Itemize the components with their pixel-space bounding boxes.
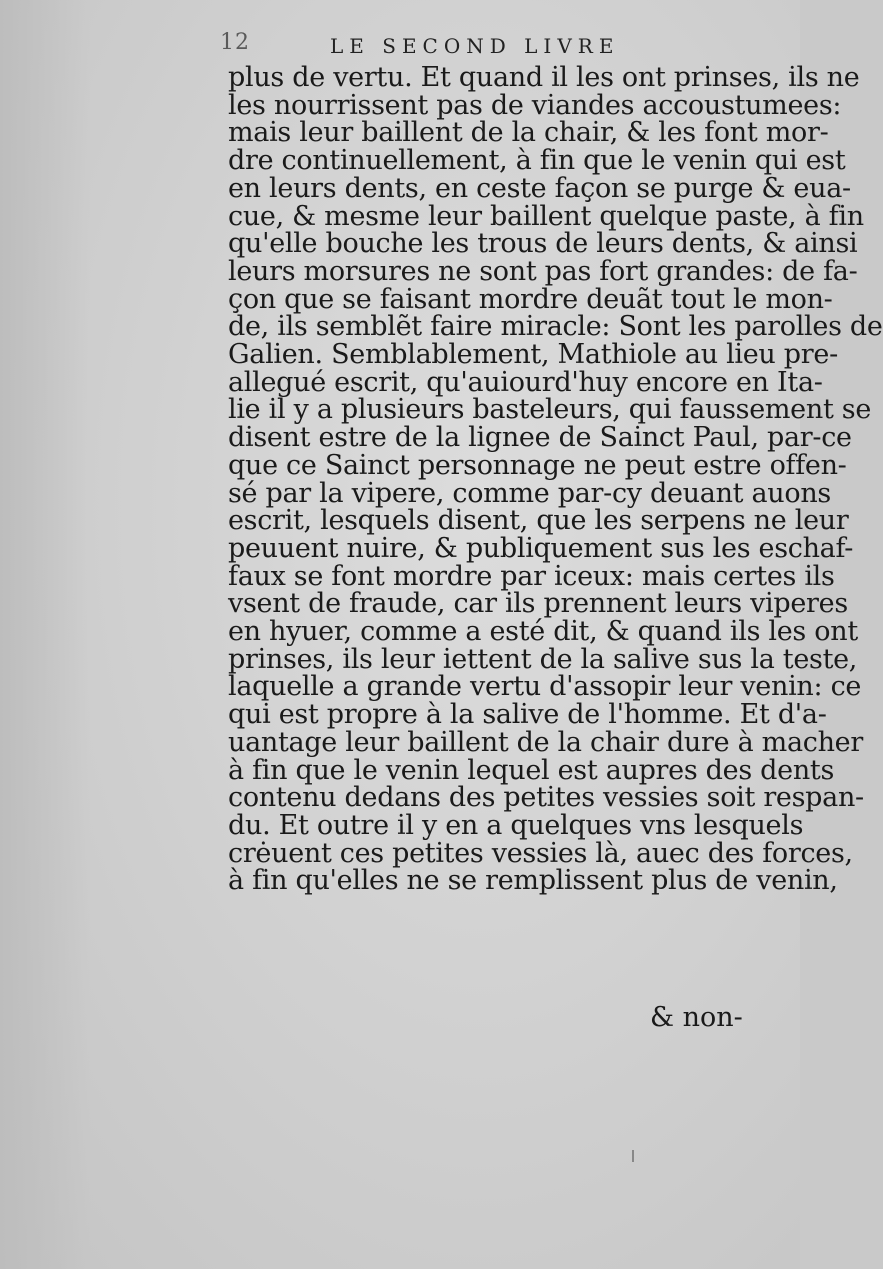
text-line: dre continuellement, à fin que le venin qui est: [228, 145, 846, 177]
text-line: à fin que le venin lequel est aupres des dents: [228, 754, 835, 786]
text-line: disent estre de la lignee de Sainct Paul, par-ce: [228, 422, 852, 454]
running-head: LE SECOND LIVRE: [330, 34, 620, 58]
page-gutter-shadow: [0, 0, 90, 1269]
page-number: 12: [220, 30, 250, 55]
text-line: plus de vertu. Et quand il les ont prinses, ils ne: [228, 62, 860, 93]
text-line: du. Et outre il y en a quelques vns lesquels: [228, 809, 804, 841]
text-line: crėuent ces petites vessies là, auec des forces,: [228, 837, 853, 869]
text-line: qui est propre à la salive de l'homme. Et d'a-: [228, 699, 827, 731]
text-line: leurs morsures ne sont pas fort grandes: de fa-: [228, 255, 858, 287]
text-line: contenu dedans des petites vessies soit respan-: [228, 782, 864, 814]
text-line: çon que se faisant mordre deuãt tout le mon-: [228, 283, 833, 315]
text-line: prinses, ils leur iettent de la salive sus la teste,: [228, 643, 858, 675]
text-line: vsent de fraude, car ils prennent leurs viperes: [228, 588, 848, 620]
main-text-block: [228, 62, 883, 897]
text-line: escrit, lesquels disent, que les serpens ne leur: [228, 505, 849, 537]
text-line: mais leur baillent de la chair, & les font mor-: [228, 117, 829, 149]
paper-mark: [632, 1150, 634, 1162]
text-line: Galien. Semblablement, Mathiole au lieu pre-: [228, 339, 838, 371]
text-line: en leurs dents, en ceste façon se purge & eua-: [228, 172, 851, 204]
text-line: de, ils semblẽt faire miracle: Sont les parolles de: [228, 311, 883, 343]
text-line: faux se font mordre par iceux: mais certes ils: [228, 560, 835, 592]
text-line: laquelle a grande vertu d'assopir leur venin: ce: [228, 671, 862, 703]
text-line: les nourrissent pas de viandes accoustumees:: [228, 89, 842, 121]
text-line: peuuent nuire, & publiquement sus les eschaf-: [228, 532, 854, 564]
catchword: & non-: [650, 1002, 743, 1033]
text-line: allegué escrit, qu'auiourd'huy encore en Ita-: [228, 366, 823, 398]
text-line: cue, & mesme leur baillent quelque paste, à fin: [228, 200, 864, 232]
text-line: que ce Sainct personnage ne peut estre offen-: [228, 449, 847, 481]
text-line: sé par la vipere, comme par-cy deuant auons: [228, 477, 831, 509]
text-line: à fin qu'elles ne se remplissent plus de venin,: [228, 865, 838, 897]
text-line: uantage leur baillent de la chair dure à macher: [228, 726, 863, 758]
text-line: en hyuer, comme a esté dit, & quand ils les ont: [228, 616, 858, 648]
page-header: [220, 30, 780, 60]
text-line: qu'elle bouche les trous de leurs dents, & ainsi: [228, 228, 858, 260]
text-line: lie il y a plusieurs basteleurs, qui faussement se: [228, 394, 872, 426]
